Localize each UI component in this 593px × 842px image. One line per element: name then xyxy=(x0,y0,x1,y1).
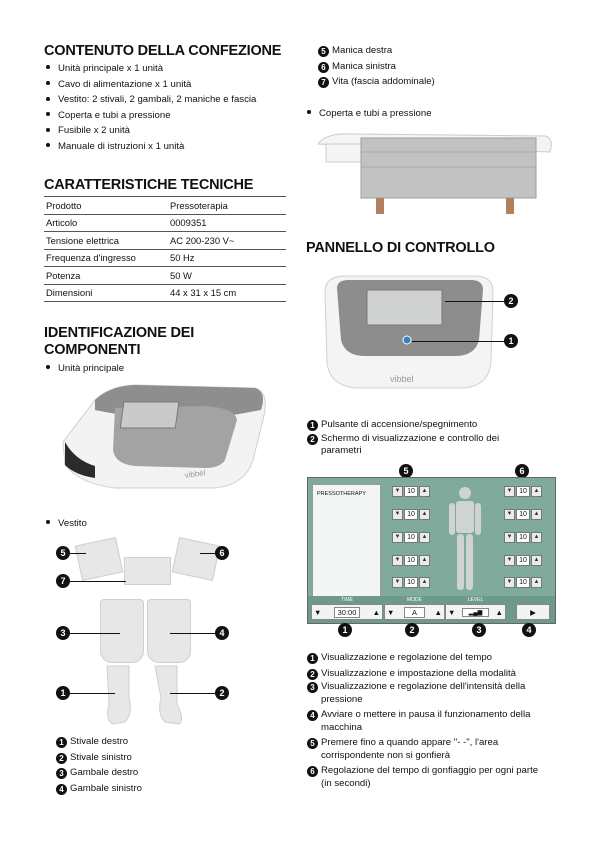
time-increase-button[interactable]: ▲ xyxy=(372,607,380,617)
zone-control: ▼ 10 ▲ xyxy=(504,509,542,520)
list-item: 1 Visualizzazione e regolazione del tempo xyxy=(307,650,538,666)
callout-5: 5 xyxy=(56,546,70,560)
table-row: Potenza 50 W xyxy=(44,267,286,285)
list-item: 2 Stivale sinistro xyxy=(56,750,142,766)
contents-title: CONTENUTO DELLA CONFEZIONE xyxy=(44,43,282,59)
list-item: Coperta e tubi a pressione xyxy=(44,108,256,124)
increase-button[interactable]: ▲ xyxy=(419,555,430,566)
decrease-button[interactable]: ▼ xyxy=(504,509,515,520)
list-item: Unità principale x 1 unità xyxy=(44,61,256,77)
list-item: Manuale di istruzioni x 1 unità xyxy=(44,139,256,155)
play-icon: ▶ xyxy=(530,607,536,617)
level-control: LEVEL ▼ ▂▄▆ ▲ xyxy=(445,604,506,620)
increase-button[interactable]: ▲ xyxy=(531,486,542,497)
contents-list xyxy=(44,61,256,155)
control-panel-image xyxy=(315,270,500,400)
suit-parts-list-right xyxy=(318,43,435,90)
list-item: 1 Pulsante di accensione/spegnimento xyxy=(307,417,499,433)
table-row: Tensione elettrica AC 200-230 V~ xyxy=(44,232,286,250)
decrease-button[interactable]: ▼ xyxy=(504,577,515,588)
decrease-button[interactable]: ▼ xyxy=(392,509,403,520)
zone-control: ▼ 10 ▲ xyxy=(392,577,430,588)
zone-control: ▼ 10 ▲ xyxy=(504,532,542,543)
list-item: 3 Gambale destro xyxy=(56,765,142,781)
zone-control: ▼ 10 ▲ xyxy=(392,532,430,543)
decrease-button[interactable]: ▼ xyxy=(392,577,403,588)
list-item: 5 Premere fino a quando appare "- -", l'area corrispondente non si gonfierà xyxy=(307,737,538,762)
time-control: TIME ▼ 30:00 ▲ xyxy=(311,604,383,620)
callout-1: 1 xyxy=(56,686,70,700)
blanket-label: Coperta e tubi a pressione xyxy=(305,106,432,122)
mode-increase-button[interactable]: ▲ xyxy=(434,607,442,617)
callout-4: 4 xyxy=(215,626,229,640)
table-row: Dimensioni 44 x 31 x 15 cm xyxy=(44,284,286,302)
list-item: 6 Manica sinistra xyxy=(318,59,435,75)
level-bars-icon: ▂▄▆ xyxy=(462,608,489,617)
callout-line xyxy=(70,633,120,634)
suit-label: Vestito xyxy=(44,516,87,532)
decrease-button[interactable]: ▼ xyxy=(504,486,515,497)
table-row: Frequenza d'ingresso 50 Hz xyxy=(44,249,286,267)
zone-control: ▼ 10 ▲ xyxy=(392,509,430,520)
right-sleeve-image xyxy=(75,537,124,581)
list-item: Vestito: 2 stivali, 2 gambali, 2 maniche e fascia xyxy=(44,92,256,108)
list-item: Cavo di alimentazione x 1 unità xyxy=(44,77,256,93)
increase-button[interactable]: ▲ xyxy=(531,577,542,588)
body-figure xyxy=(446,484,484,594)
list-item: 2 Schermo di visualizzazione e controllo dei parametri xyxy=(307,433,499,457)
increase-button[interactable]: ▲ xyxy=(531,532,542,543)
list-item: 5 Manica destra xyxy=(318,43,435,59)
callout-line xyxy=(200,553,215,554)
program-label: PRESSOTHERAPY xyxy=(317,491,366,497)
table-row: Prodotto Pressoterapia xyxy=(44,197,286,215)
callout-6: 6 xyxy=(515,464,529,478)
callout-line xyxy=(70,581,126,582)
callout-2: 2 xyxy=(215,686,229,700)
level-decrease-button[interactable]: ▼ xyxy=(448,607,456,617)
time-value: 30:00 xyxy=(334,607,361,618)
decrease-button[interactable]: ▼ xyxy=(504,532,515,543)
left-leg-image xyxy=(147,599,191,663)
boots-image xyxy=(103,664,193,728)
callout-line xyxy=(445,301,504,302)
list-item: 1 Stivale destro xyxy=(56,734,142,750)
list-item: 4 Avviare o mettere in pausa il funzionamento della macchina xyxy=(307,709,538,734)
callout-5: 5 xyxy=(399,464,413,478)
components-title: IDENTIFICAZIONE DEI COMPONENTI xyxy=(44,325,195,358)
callout-line xyxy=(170,693,215,694)
increase-button[interactable]: ▲ xyxy=(531,509,542,520)
table-row: Articolo 0009351 xyxy=(44,214,286,232)
callout-line xyxy=(70,553,86,554)
functions-list xyxy=(307,650,538,790)
list-item: 2 Visualizzazione e impostazione della modalità xyxy=(307,666,538,682)
callout-7: 7 xyxy=(56,574,70,588)
callout-3: 3 xyxy=(56,626,70,640)
list-item: 7 Vita (fascia addominale) xyxy=(318,74,435,90)
decrease-button[interactable]: ▼ xyxy=(392,555,403,566)
main-unit-label: Unità principale xyxy=(44,361,124,377)
zone-control: ▼ 10 ▲ xyxy=(504,577,542,588)
decrease-button[interactable]: ▼ xyxy=(392,532,403,543)
zone-control: ▼ 10 ▲ xyxy=(504,486,542,497)
program-panel xyxy=(312,484,381,598)
panel-items-list xyxy=(307,417,499,457)
decrease-button[interactable]: ▼ xyxy=(504,555,515,566)
zone-control: ▼ 10 ▲ xyxy=(392,555,430,566)
increase-button[interactable]: ▲ xyxy=(419,532,430,543)
specs-table xyxy=(44,196,286,302)
mode-value: A xyxy=(404,607,425,618)
blanket-image xyxy=(316,122,556,217)
right-leg-image xyxy=(100,599,144,663)
callout-2: 2 xyxy=(504,294,518,308)
callout-2: 2 xyxy=(405,623,419,637)
increase-button[interactable]: ▲ xyxy=(419,486,430,497)
list-item: 3 Visualizzazione e regolazione dell'intensità della pressione xyxy=(307,681,538,706)
main-unit-image xyxy=(55,380,270,500)
zone-control: ▼ 10 ▲ xyxy=(504,555,542,566)
callout-1: 1 xyxy=(338,623,352,637)
specs-title: CARATTERISTICHE TECNICHE xyxy=(44,177,254,193)
callout-line xyxy=(70,693,115,694)
mode-control: MODE ▼ A ▲ xyxy=(384,604,445,620)
callout-4: 4 xyxy=(522,623,536,637)
increase-button[interactable]: ▲ xyxy=(419,577,430,588)
zone-control: ▼ 10 ▲ xyxy=(392,486,430,497)
panel-brand: vibbel xyxy=(390,374,414,384)
waist-band-image xyxy=(124,557,171,585)
list-item: Fusibile x 2 unità xyxy=(44,123,256,139)
play-button[interactable] xyxy=(516,604,550,620)
callout-1: 1 xyxy=(504,334,518,348)
svg-text:vibbel: vibbel xyxy=(184,468,206,480)
decrease-button[interactable]: ▼ xyxy=(392,486,403,497)
callout-line xyxy=(412,341,504,342)
suit-parts-list-left xyxy=(56,734,142,796)
increase-button[interactable]: ▲ xyxy=(531,555,542,566)
list-item: 4 Gambale sinistro xyxy=(56,781,142,797)
list-item: 6 Regolazione del tempo di gonfiaggio per ogni parte (in secondi) xyxy=(307,765,538,790)
callout-6: 6 xyxy=(215,546,229,560)
time-decrease-button[interactable]: ▼ xyxy=(314,607,322,617)
callout-3: 3 xyxy=(472,623,486,637)
callout-line xyxy=(170,633,215,634)
mode-decrease-button[interactable]: ▼ xyxy=(387,607,395,617)
left-sleeve-image xyxy=(172,537,221,581)
increase-button[interactable]: ▲ xyxy=(419,509,430,520)
level-increase-button[interactable]: ▲ xyxy=(495,607,503,617)
panel-title: PANNELLO DI CONTROLLO xyxy=(306,240,495,256)
